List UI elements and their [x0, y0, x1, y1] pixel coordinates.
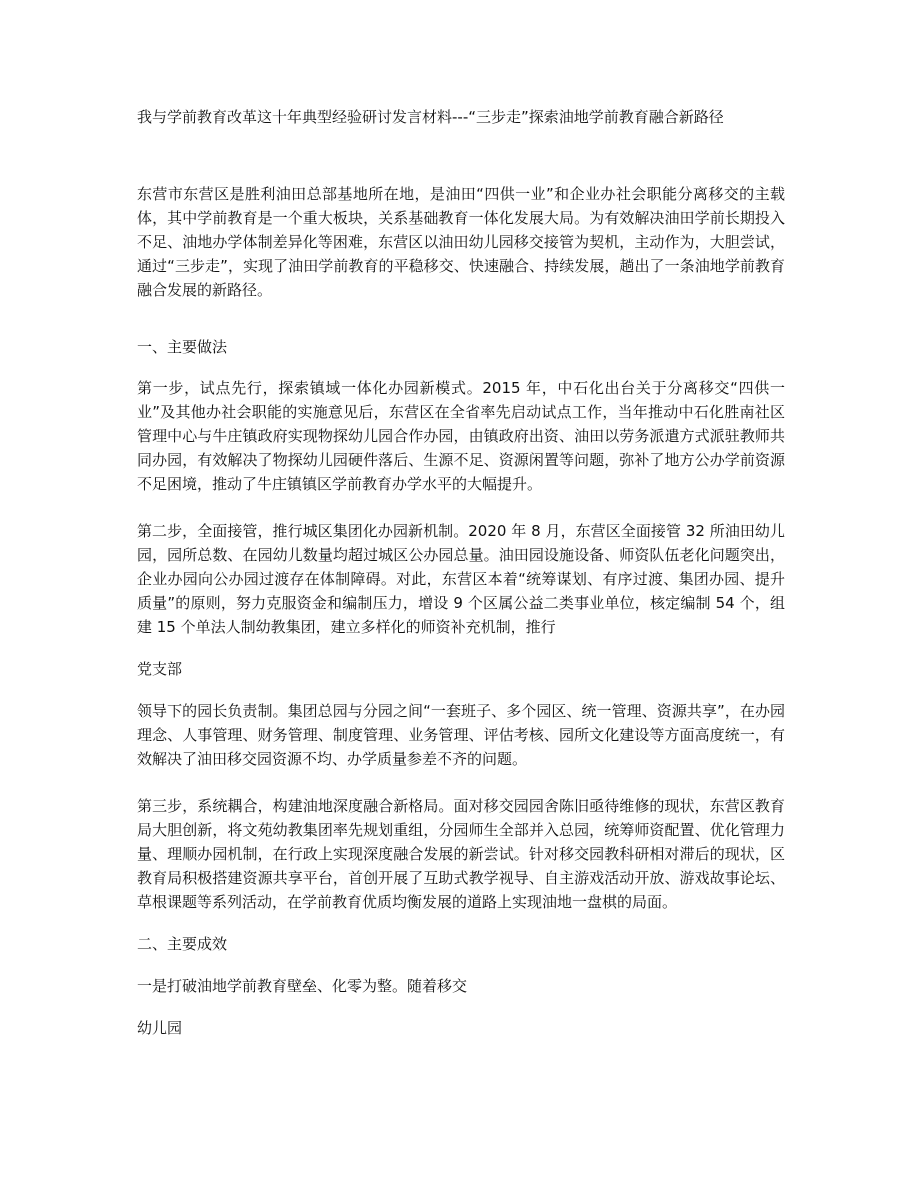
intro-paragraph: 东营市东营区是胜利油田总部基地所在地，是油田“四供一业”和企业办社会职能分离移交的主载体，其中学前教育是一个重大板块，关系基础教育一体化发展大局。为有效解决油田学前长期投入不足、油地办学体制差异化等困难，东营区以油田幼儿园移交接管为契机，主动作为，大胆尝试，通过“三步走”，实现了油田学前教育的平稳移交、快速融合、持续发展，趟出了一条油地学前教育融合发展的新路径。: [137, 185, 785, 299]
section-heading-main-results: 二、主要成效: [137, 935, 228, 953]
step-two-paragraph: 第二步，全面接管，推行城区集团化办园新机制。2020 年 8 月，东营区全面接管 32 所油田幼儿园，园所总数、在园幼儿数量均超过城区公办园总量。油田园设施设备、师资队伍老化问题突出，企业办园向公办园过渡存在体制障碍。对此，东营区本着“统筹谋划、有序过渡、集团办园、提升质量”的原则，努力克服资金和编制压力，增设 9 个区属公益二类事业单位，核定编制 54 个，组建 15 个单法人制幼教集团，建立多样化的师资补充机制，推行: [137, 522, 785, 636]
party-branch-line: 党支部: [137, 660, 183, 678]
step-three-paragraph: 第三步，系统耦合，构建油地深度融合新格局。面对移交园园舍陈旧亟待维修的现状，东营区教育局大胆创新，将文苑幼教集团率先规划重组，分园师生全部并入总园，统筹师资配置、优化管理力量、理顺办园机制，在行政上实现深度融合发展的新尝试。针对移交园教科研相对滞后的现状，区教育局积极搭建资源共享平台，首创开展了互助式教学视导、自主游戏活动开放、游戏故事论坛、草根课题等系列活动，在学前教育优质均衡发展的道路上实现油地一盘棋的局面。: [137, 797, 785, 911]
result-one-paragraph: 一是打破油地学前教育壁垒、化零为整。随着移交: [137, 977, 468, 995]
kindergarten-line: 幼儿园: [137, 1019, 183, 1037]
document-body: [137, 182, 785, 1040]
document-title: 我与学前教育改革这十年典型经验研讨发言材料---“三步走”探索油地学前教育融合新路径: [137, 108, 724, 126]
step-two-continued-paragraph: 领导下的园长负责制。集团总园与分园之间“一套班子、多个园区、统一管理、资源共享”，在办园理念、人事管理、财务管理、制度管理、业务管理、评估考核、园所文化建设等方面高度统一，有效解决了油田移交园资源不均、办学质量参差不齐的问题。: [137, 702, 785, 768]
step-one-paragraph: 第一步，试点先行，探索镇域一体化办园新模式。2015 年，中石化出台关于分离移交“四供一业”及其他办社会职能的实施意见后，东营区在全省率先启动试点工作，当年推动中石化胜南社区管理中心与牛庄镇政府实现物探幼儿园合作办园，由镇政府出资、油田以劳务派遣方式派驻教师共同办园，有效解决了物探幼儿园硬件落后、生源不足、资源闲置等问题，弥补了地方公办学前资源不足困境，推动了牛庄镇镇区学前教育办学水平的大幅提升。: [137, 379, 785, 493]
section-heading-main-practices: 一、主要做法: [137, 338, 228, 356]
